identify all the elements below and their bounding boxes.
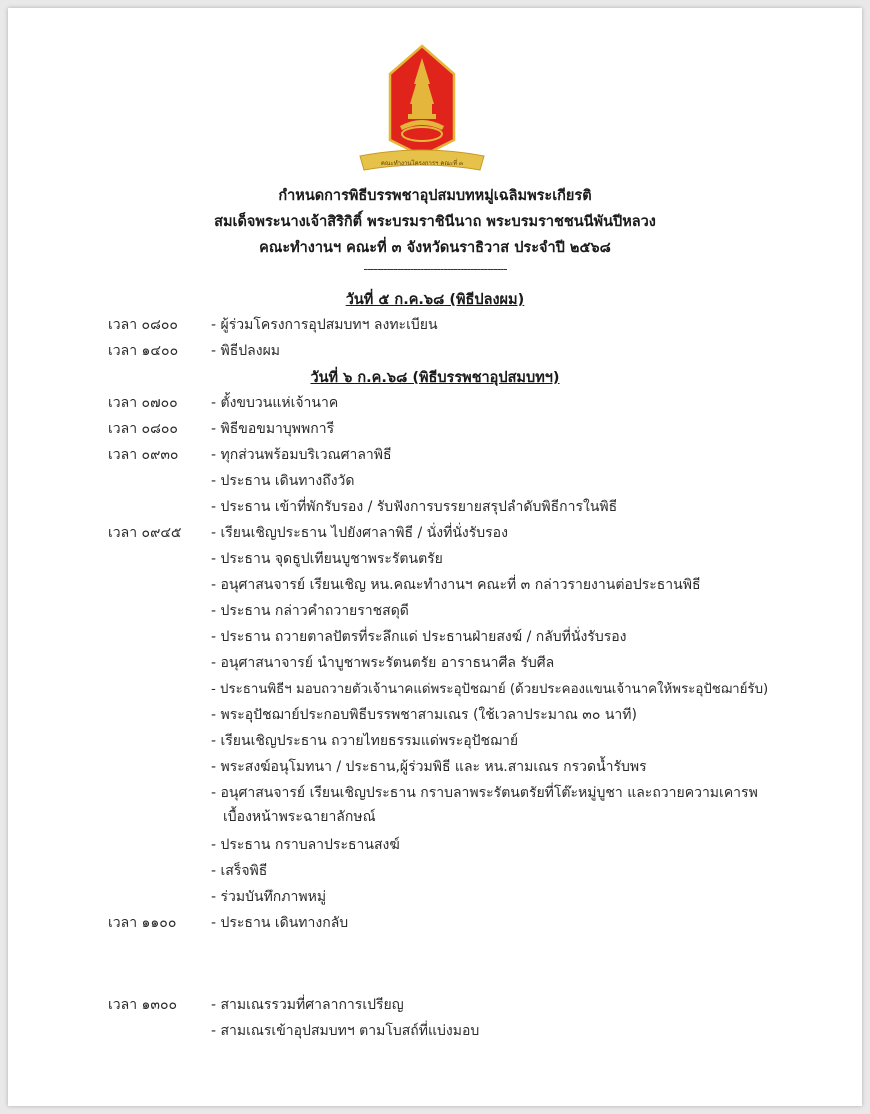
row-text: - ร่วมบันทึกภาพหมู่ bbox=[211, 889, 327, 905]
row-text: - ทุกส่วนพร้อมบริเวณศาลาพิธี bbox=[211, 447, 392, 463]
schedule-row bbox=[8, 994, 862, 1018]
schedule-row bbox=[8, 600, 862, 624]
logo-ribbon-text: คณะทำงานโครงการฯ คณะที่ ๓ bbox=[380, 160, 464, 167]
header-line-3: คณะทำงานฯ คณะที่ ๓ จังหวัดนราธิวาส ประจำปี ๒๕๖๘ bbox=[259, 240, 611, 256]
header-line-1: กำหนดการพิธีบรรพชาอุปสมบทหมู่เฉลิมพระเกียรติ bbox=[278, 188, 592, 204]
row-text: - ประธาน เดินทางกลับ bbox=[211, 915, 349, 931]
row-text: - ผู้ร่วมโครงการอุปสมบทฯ ลงทะเบียน bbox=[211, 317, 438, 333]
row-time: เวลา ๑๔๐๐ bbox=[108, 343, 179, 359]
row-time: เวลา ๐๙๔๕ bbox=[108, 525, 182, 541]
row-text: - พระสงฆ์อนุโมทนา / ประธาน,ผู้ร่วมพิธี และ หน.สามเณร กรวดน้ำรับพร bbox=[211, 759, 647, 775]
row-text: - พระอุปัชฌาย์ประกอบพิธีบรรพชาสามเณร (ใช้เวลาประมาณ ๓๐ นาที) bbox=[211, 707, 637, 723]
schedule-row bbox=[8, 1020, 862, 1044]
row-time: เวลา ๐๙๓๐ bbox=[108, 447, 179, 463]
row-text: - สามเณรเข้าอุปสมบทฯ ตามโบสถ์ที่แบ่งมอบ bbox=[211, 1023, 480, 1039]
schedule-row bbox=[8, 756, 862, 780]
row-text: - ประธานพิธีฯ มอบถวายตัวเจ้านาคแด่พระอุปัชฌาย์ (ด้วยประคองแขนเจ้านาคให้พระอุปัชฌาย์รับ) bbox=[211, 682, 769, 697]
schedule-row bbox=[8, 782, 862, 830]
row-text: - ประธาน กราบลาประธานสงฆ์ bbox=[211, 837, 400, 853]
day2-heading: วันที่ ๖ ก.ค.๖๘ (พิธีบรรพชาอุปสมบทฯ) bbox=[310, 370, 560, 386]
row-text: - เสร็จพิธี bbox=[211, 863, 268, 879]
row-text: - สามเณรรวมที่ศาลาการเปรียญ bbox=[211, 997, 404, 1013]
row-text: - พิธีปลงผม bbox=[211, 343, 281, 359]
schedule-row bbox=[8, 678, 862, 702]
row-text: - เรียนเชิญประธาน ถวายไทยธรรมแด่พระอุปัชฌาย์ bbox=[211, 733, 519, 749]
row-text: - ประธาน เดินทางถึงวัด bbox=[211, 473, 355, 489]
schedule-row bbox=[8, 444, 862, 468]
schedule-row bbox=[8, 886, 862, 910]
row-time: เวลา ๑๓๐๐ bbox=[108, 997, 178, 1013]
row-text: - ประธาน ถวายตาลปัตรที่ระลึกแด่ ประธานฝ่ายสงฆ์ / กลับที่นั่งรับรอง bbox=[211, 629, 627, 645]
row-text: - เรียนเชิญประธาน ไปยังศาลาพิธี / นั่งที่นั่งรับรอง bbox=[211, 525, 508, 541]
row-time: เวลา ๐๘๐๐ bbox=[108, 317, 178, 333]
header-line-2: สมเด็จพระนางเจ้าสิริกิติ์ พระบรมราชินีนาถ พระบรมราชชนนีพันปีหลวง bbox=[214, 214, 656, 230]
schedule-row bbox=[8, 522, 862, 546]
row-text: - อนุศาสนจารย์ เรียนเชิญ หน.คณะทำงานฯ คณะที่ ๓ กล่าวรายงานต่อประธานพิธี bbox=[211, 577, 701, 593]
schedule-row bbox=[8, 470, 862, 494]
row-text-continued: เบื้องหน้าพระฉายาลักษณ์ bbox=[223, 809, 376, 825]
schedule-row bbox=[8, 574, 862, 598]
row-text: - พิธีขอขมาบุพพการี bbox=[211, 421, 335, 437]
row-text: - ประธาน เข้าที่พักรับรอง / รับฟังการบรรยายสรุปลำดับพิธีการในพิธี bbox=[211, 499, 618, 515]
schedule-row bbox=[8, 652, 862, 676]
row-time: เวลา ๑๑๐๐ bbox=[108, 915, 177, 931]
header-separator: ------------------------------------------- bbox=[363, 262, 507, 276]
row-text: - อนุศาสนจารย์ เรียนเชิญประธาน กราบลาพระรัตนตรัยที่โต๊ะหมู่บูชา และถวายความเคารพ bbox=[211, 785, 758, 801]
schedule-row bbox=[8, 704, 862, 728]
unit-emblem-logo bbox=[356, 44, 488, 180]
schedule-row bbox=[8, 834, 862, 858]
row-text: - ประธาน จุดธูปเทียนบูชาพระรัตนตรัย bbox=[211, 551, 443, 567]
schedule-row bbox=[8, 548, 862, 572]
schedule-row bbox=[8, 912, 862, 936]
document-page bbox=[8, 8, 862, 1106]
schedule-row bbox=[8, 496, 862, 520]
row-time: เวลา ๐๗๐๐ bbox=[108, 395, 178, 411]
day1-heading: วันที่ ๕ ก.ค.๖๘ (พิธีปลงผม) bbox=[345, 292, 525, 308]
schedule-row bbox=[8, 860, 862, 884]
row-text: - ประธาน กล่าวคำถวายราชสดุดี bbox=[211, 603, 409, 619]
schedule-row bbox=[8, 392, 862, 416]
schedule-row bbox=[8, 418, 862, 442]
schedule-row bbox=[8, 626, 862, 650]
row-text: - ตั้งขบวนแห่เจ้านาค bbox=[211, 395, 339, 411]
row-text: - อนุศาสนาจารย์ นำบูชาพระรัตนตรัย อาราธนาศีล รับศีล bbox=[211, 655, 555, 671]
schedule-row bbox=[8, 730, 862, 754]
schedule-row bbox=[8, 340, 862, 364]
schedule-row bbox=[8, 314, 862, 338]
row-time: เวลา ๐๘๐๐ bbox=[108, 421, 178, 437]
